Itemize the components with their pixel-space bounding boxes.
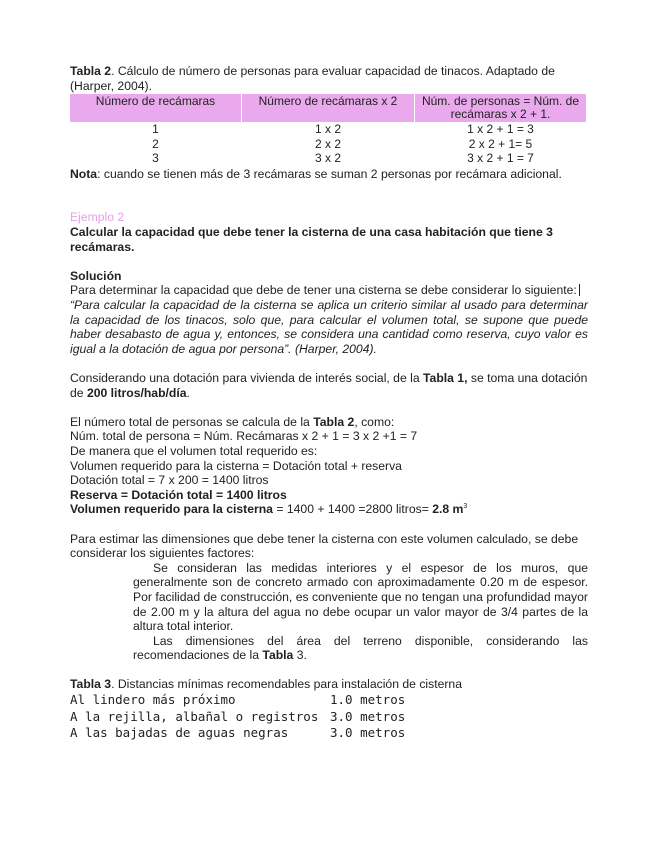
formula-personas: Núm. total de persona = Núm. Recámaras x 2 + 1 = 3 x 2 +1 = 7: [70, 429, 418, 444]
reserva: Reserva = Dotación total = 1400 litros: [70, 487, 287, 502]
table-cell: 3: [152, 151, 159, 166]
dotacion-end: .: [186, 385, 190, 400]
table2-caption-text: . Cálculo de número de personas para evaluar capacidad de tinacos. Adaptado de (Harper, 2004).: [70, 64, 555, 93]
solution-heading: Solución: [70, 268, 122, 283]
harper-quote: “Para calcular la capacidad de la cisterna se aplica un criterio similar al usado para determinar la capacidad de los tinacos, solo que, para calcular el volumen total, se supone que puede haber desabasto de agua y, entonces, se considera una cantidad como reserva, cuyo valor es igual a la dotación de agua por persona”. (Harper, 2004).: [70, 298, 588, 356]
text-cursor: [579, 284, 580, 296]
table-row: [70, 725, 588, 742]
table-row: [70, 152, 586, 166]
volumen-intro: De manera que el volumen total requerido es:: [70, 443, 318, 458]
dimensions-factor-2: [133, 634, 588, 663]
personas-paragraph: [70, 415, 588, 430]
table-row: [70, 138, 586, 152]
table3: [70, 692, 588, 742]
volumen-formula: Volumen requerido para la cisterna = Dotación total + reserva: [70, 458, 402, 473]
example-heading: Ejemplo 2: [70, 210, 125, 225]
dotacion-total: Dotación total = 7 x 200 = 1400 litros: [70, 473, 269, 488]
dotacion-paragraph: [70, 371, 588, 400]
factor2-pre: Las dimensiones del área del terreno disponible, considerando las recomendaciones de la: [133, 633, 588, 663]
table-row: [70, 123, 586, 137]
distance-label: A la rejilla, albañal o registros: [70, 708, 319, 724]
personas-pre: El número total de personas se calcula de la: [70, 414, 314, 429]
volumen-exponent: 3: [463, 503, 468, 511]
volumen-label: Volumen requerido para la cisterna: [70, 502, 273, 517]
table2-header: Número de recámaras x 2: [242, 94, 414, 122]
dotacion-ref: Tabla 1,: [423, 371, 468, 385]
table-cell: 2 x 2 + 1= 5: [468, 136, 533, 151]
factor2-end: 3.: [293, 648, 307, 663]
table2-caption-label: Tabla 2: [70, 64, 112, 78]
table-cell: 3 x 2 + 1 = 7: [467, 151, 534, 166]
dotacion-mid: se toma una dotación de: [70, 371, 588, 400]
personas-ref: Tabla 2: [313, 414, 355, 429]
volumen-result-line: [70, 502, 588, 517]
note-text: : cuando se tienen más de 3 recámaras se suman 2 personas por recámara adicional.: [97, 166, 562, 181]
table-cell: 1 x 2: [314, 122, 341, 137]
factor2-ref: Tabla: [262, 648, 294, 663]
table-row: [70, 709, 588, 726]
note-label: Nota: [70, 166, 98, 181]
table-cell: 2 x 2: [314, 136, 341, 151]
dimensions-intro: Para estimar las dimensiones que debe tener la cisterna con este volumen calculado, se debe considerar los siguientes factores:: [70, 531, 579, 561]
example-problem: Calcular la capacidad que debe tener la cisterna de una casa habitación que tiene 3 recámaras.: [70, 225, 553, 254]
personas-end: , como:: [354, 414, 395, 429]
distance-value: 1.0 metros: [330, 692, 406, 708]
table-row: [70, 692, 588, 709]
table3-caption-label: Tabla 3: [70, 677, 112, 692]
table2: [69, 93, 587, 167]
solution-intro-text: Para determinar la capacidad que debe de tener una cisterna se debe considerar lo siguiente:: [70, 283, 577, 298]
table-cell: 1: [152, 122, 159, 137]
table-cell: 1 x 2 + 1 = 3: [467, 122, 534, 137]
table2-header-row: [70, 94, 586, 122]
distance-label: A las bajadas de aguas negras: [70, 725, 289, 741]
table2-note: [70, 167, 588, 182]
table3-caption: [70, 677, 588, 692]
solution-intro: [70, 283, 588, 298]
table-cell: 3 x 2: [314, 151, 341, 166]
table2-header: Núm. de personas = Núm. de recámaras x 2 + 1.: [415, 94, 586, 122]
distance-label: Al lindero más próximo: [70, 692, 236, 708]
volumen-result: 2.8 m: [432, 502, 464, 517]
document-page: [70, 64, 588, 742]
dotacion-pre: Considerando una dotación para vivienda de interés social, de la: [70, 371, 423, 385]
table2-caption: [70, 64, 588, 93]
volumen-calc: = 1400 + 1400 =2800 litros=: [272, 502, 433, 517]
table-cell: 2: [152, 136, 159, 151]
table2-header: Número de recámaras: [70, 94, 241, 122]
dotacion-value: 200 litros/hab/día: [86, 385, 187, 400]
dimensions-factor-1: Se consideran las medidas interiores y el espesor de los muros, que generalmente son de concreto armado con aproximadamente 0.20 m de espesor. Por facilidad de construcción, es conveniente que no tengan una profundidad mayor de 2.00 m y la altura del agua no debe ocupar un valor mayor de 3/4 partes de la altura total interior.: [133, 560, 588, 634]
distance-value: 3.0 metros: [330, 725, 406, 741]
distance-value: 3.0 metros: [330, 708, 406, 724]
table3-caption-text: . Distancias mínimas recomendables para instalación de cisterna: [111, 677, 462, 692]
